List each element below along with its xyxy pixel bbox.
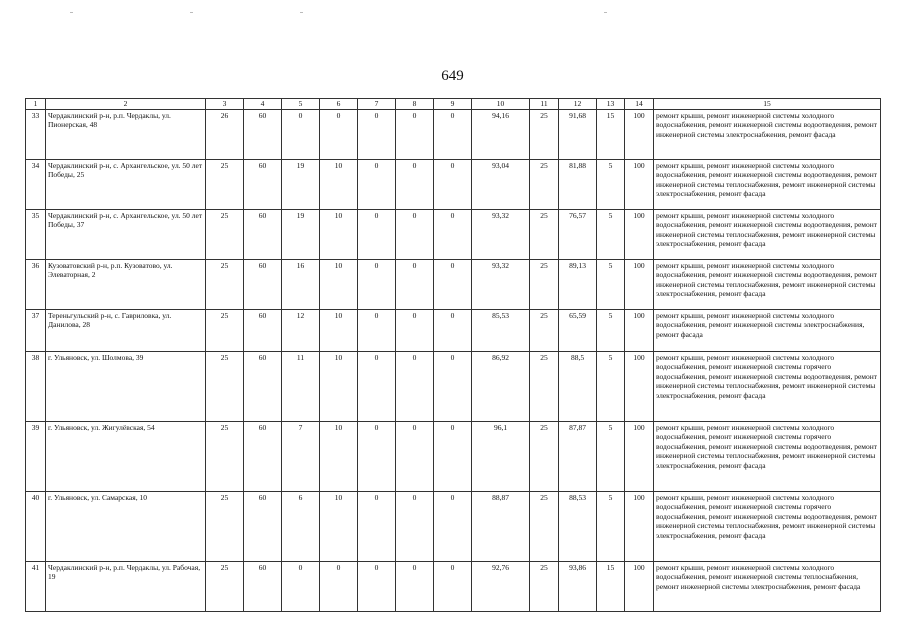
- value-cell: 0: [320, 561, 358, 611]
- works-cell: ремонт крыши, ремонт инженерной системы холодного водоснабжения, ремонт инженерной системы горячего водоснабжения, ремонт инженерной системы водоотведения, ремонт инженерной системы теплоснабжения, ремонт инженерной системы электроснабжения, ремонт фасада: [654, 491, 881, 561]
- value-cell: 0: [434, 209, 472, 259]
- value-cell: 19: [282, 209, 320, 259]
- address-cell: Кузоватовский р-н, р.п. Кузоватово, ул. Элеваторная, 2: [46, 259, 206, 309]
- value-cell: 86,92: [472, 351, 530, 421]
- address-cell: г. Ульяновск, ул. Жигулёвская, 54: [46, 421, 206, 491]
- value-cell: 6: [282, 491, 320, 561]
- value-cell: 0: [434, 259, 472, 309]
- table-row: [26, 351, 881, 421]
- scan-speck: [190, 12, 193, 13]
- value-cell: 0: [434, 159, 472, 209]
- table-row: [26, 309, 881, 351]
- row-number-cell: 38: [26, 351, 46, 421]
- value-cell: 60: [244, 309, 282, 351]
- value-cell: 0: [358, 351, 396, 421]
- value-cell: 81,88: [559, 159, 597, 209]
- value-cell: 25: [530, 491, 559, 561]
- value-cell: 12: [282, 309, 320, 351]
- value-cell: 0: [396, 309, 434, 351]
- value-cell: 88,87: [472, 491, 530, 561]
- row-number-cell: 35: [26, 209, 46, 259]
- column-header: 2: [46, 99, 206, 110]
- value-cell: 100: [625, 109, 654, 159]
- value-cell: 5: [597, 491, 625, 561]
- address-cell: Чердаклинский р-н, р.п. Чердаклы, ул. Рабочая, 19: [46, 561, 206, 611]
- scan-speck: [70, 12, 73, 13]
- value-cell: 0: [358, 159, 396, 209]
- works-cell: ремонт крыши, ремонт инженерной системы холодного водоснабжения, ремонт инженерной системы электроснабжения, ремонт фасада: [654, 309, 881, 351]
- value-cell: 0: [396, 109, 434, 159]
- column-header: 1: [26, 99, 46, 110]
- column-header: 5: [282, 99, 320, 110]
- works-cell: ремонт крыши, ремонт инженерной системы холодного водоснабжения, ремонт инженерной системы водоотведения, ремонт инженерной системы электроснабжения, ремонт фасада: [654, 109, 881, 159]
- value-cell: 60: [244, 351, 282, 421]
- value-cell: 0: [434, 109, 472, 159]
- value-cell: 26: [206, 109, 244, 159]
- value-cell: 7: [282, 421, 320, 491]
- value-cell: 25: [206, 259, 244, 309]
- value-cell: 25: [530, 209, 559, 259]
- row-number-cell: 34: [26, 159, 46, 209]
- value-cell: 100: [625, 309, 654, 351]
- page-number: 649: [441, 68, 464, 84]
- value-cell: 15: [597, 561, 625, 611]
- column-header: 15: [654, 99, 881, 110]
- value-cell: 85,53: [472, 309, 530, 351]
- value-cell: 88,5: [559, 351, 597, 421]
- column-header: 14: [625, 99, 654, 110]
- value-cell: 0: [396, 351, 434, 421]
- scan-speck: [300, 12, 303, 13]
- column-header: 4: [244, 99, 282, 110]
- repair-schedule-table: [25, 98, 881, 612]
- value-cell: 0: [434, 309, 472, 351]
- value-cell: 0: [434, 491, 472, 561]
- value-cell: 11: [282, 351, 320, 421]
- value-cell: 93,32: [472, 209, 530, 259]
- column-header: 3: [206, 99, 244, 110]
- row-number-cell: 33: [26, 109, 46, 159]
- column-header: 7: [358, 99, 396, 110]
- value-cell: 0: [434, 351, 472, 421]
- row-number-cell: 41: [26, 561, 46, 611]
- value-cell: 5: [597, 309, 625, 351]
- value-cell: 100: [625, 209, 654, 259]
- works-cell: ремонт крыши, ремонт инженерной системы холодного водоснабжения, ремонт инженерной системы водоотведения, ремонт инженерной системы теплоснабжения, ремонт инженерной системы электроснабжения, ремонт фасада: [654, 209, 881, 259]
- value-cell: 93,86: [559, 561, 597, 611]
- value-cell: 16: [282, 259, 320, 309]
- address-cell: Чердаклинский р-н, р.п. Чердаклы, ул. Пионерская, 48: [46, 109, 206, 159]
- value-cell: 0: [282, 561, 320, 611]
- value-cell: 0: [358, 209, 396, 259]
- value-cell: 25: [206, 351, 244, 421]
- value-cell: 76,57: [559, 209, 597, 259]
- value-cell: 100: [625, 159, 654, 209]
- value-cell: 92,76: [472, 561, 530, 611]
- address-cell: Чердаклинский р-н, с. Архангельское, ул. 50 лет Победы, 37: [46, 209, 206, 259]
- address-cell: г. Ульяновск, ул. Самарская, 10: [46, 491, 206, 561]
- value-cell: 25: [206, 561, 244, 611]
- value-cell: 0: [358, 561, 396, 611]
- value-cell: 60: [244, 491, 282, 561]
- column-header: 6: [320, 99, 358, 110]
- column-header: 11: [530, 99, 559, 110]
- value-cell: 10: [320, 421, 358, 491]
- value-cell: 10: [320, 209, 358, 259]
- row-number-cell: 37: [26, 309, 46, 351]
- column-header: 10: [472, 99, 530, 110]
- value-cell: 0: [434, 561, 472, 611]
- value-cell: 89,13: [559, 259, 597, 309]
- value-cell: 60: [244, 109, 282, 159]
- table-row: [26, 491, 881, 561]
- value-cell: 93,04: [472, 159, 530, 209]
- value-cell: 60: [244, 561, 282, 611]
- value-cell: 100: [625, 351, 654, 421]
- table-row: [26, 421, 881, 491]
- table-row: [26, 561, 881, 611]
- value-cell: 100: [625, 491, 654, 561]
- column-header: 8: [396, 99, 434, 110]
- value-cell: 10: [320, 309, 358, 351]
- value-cell: 0: [358, 109, 396, 159]
- value-cell: 25: [206, 209, 244, 259]
- value-cell: 91,68: [559, 109, 597, 159]
- value-cell: 100: [625, 421, 654, 491]
- value-cell: 100: [625, 561, 654, 611]
- value-cell: 0: [396, 561, 434, 611]
- value-cell: 60: [244, 259, 282, 309]
- value-cell: 0: [282, 109, 320, 159]
- table-row: [26, 209, 881, 259]
- value-cell: 25: [530, 561, 559, 611]
- value-cell: 25: [206, 309, 244, 351]
- value-cell: 25: [206, 421, 244, 491]
- value-cell: 25: [530, 159, 559, 209]
- value-cell: 88,53: [559, 491, 597, 561]
- value-cell: 10: [320, 491, 358, 561]
- value-cell: 0: [396, 209, 434, 259]
- table-row: [26, 109, 881, 159]
- address-cell: Тереньгульский р-н, с. Гавриловка, ул. Данилова, 28: [46, 309, 206, 351]
- value-cell: 96,1: [472, 421, 530, 491]
- value-cell: 10: [320, 259, 358, 309]
- value-cell: 65,59: [559, 309, 597, 351]
- address-cell: г. Ульяновск, ул. Шолмова, 39: [46, 351, 206, 421]
- value-cell: 60: [244, 421, 282, 491]
- value-cell: 5: [597, 421, 625, 491]
- value-cell: 5: [597, 209, 625, 259]
- value-cell: 25: [530, 109, 559, 159]
- value-cell: 0: [396, 421, 434, 491]
- value-cell: 93,32: [472, 259, 530, 309]
- row-number-cell: 39: [26, 421, 46, 491]
- value-cell: 94,16: [472, 109, 530, 159]
- table-row: [26, 159, 881, 209]
- value-cell: 0: [396, 159, 434, 209]
- value-cell: 60: [244, 159, 282, 209]
- value-cell: 0: [396, 259, 434, 309]
- works-cell: ремонт крыши, ремонт инженерной системы холодного водоснабжения, ремонт инженерной системы горячего водоснабжения, ремонт инженерной системы водоотведения, ремонт инженерной системы теплоснабжения, ремонт инженерной системы электроснабжения, ремонт фасада: [654, 351, 881, 421]
- column-header: 9: [434, 99, 472, 110]
- column-header: 13: [597, 99, 625, 110]
- value-cell: 0: [358, 491, 396, 561]
- value-cell: 25: [206, 491, 244, 561]
- header-row: [26, 99, 881, 110]
- value-cell: 0: [434, 421, 472, 491]
- works-cell: ремонт крыши, ремонт инженерной системы холодного водоснабжения, ремонт инженерной системы водоотведения, ремонт инженерной системы теплоснабжения, ремонт инженерной системы электроснабжения, ремонт фасада: [654, 259, 881, 309]
- value-cell: 87,87: [559, 421, 597, 491]
- works-cell: ремонт крыши, ремонт инженерной системы холодного водоснабжения, ремонт инженерной системы водоотведения, ремонт инженерной системы теплоснабжения, ремонт инженерной системы электроснабжения, ремонт фасада: [654, 159, 881, 209]
- value-cell: 25: [206, 159, 244, 209]
- address-cell: Чердаклинский р-н, с. Архангельское, ул. 50 лет Победы, 25: [46, 159, 206, 209]
- value-cell: 25: [530, 309, 559, 351]
- value-cell: 0: [396, 491, 434, 561]
- works-cell: ремонт крыши, ремонт инженерной системы холодного водоснабжения, ремонт инженерной системы теплоснабжения, ремонт инженерной системы электроснабжения, ремонт фасада: [654, 561, 881, 611]
- column-header: 12: [559, 99, 597, 110]
- value-cell: 15: [597, 109, 625, 159]
- value-cell: 5: [597, 351, 625, 421]
- value-cell: 0: [358, 421, 396, 491]
- value-cell: 25: [530, 421, 559, 491]
- value-cell: 19: [282, 159, 320, 209]
- value-cell: 0: [358, 259, 396, 309]
- value-cell: 25: [530, 351, 559, 421]
- row-number-cell: 40: [26, 491, 46, 561]
- row-number-cell: 36: [26, 259, 46, 309]
- value-cell: 5: [597, 159, 625, 209]
- value-cell: 5: [597, 259, 625, 309]
- value-cell: 0: [358, 309, 396, 351]
- value-cell: 25: [530, 259, 559, 309]
- scan-speck: [604, 12, 607, 13]
- works-cell: ремонт крыши, ремонт инженерной системы холодного водоснабжения, ремонт инженерной системы горячего водоснабжения, ремонт инженерной системы водоотведения, ремонт инженерной системы теплоснабжения, ремонт инженерной системы электроснабжения, ремонт фасада: [654, 421, 881, 491]
- value-cell: 100: [625, 259, 654, 309]
- value-cell: 10: [320, 159, 358, 209]
- value-cell: 60: [244, 209, 282, 259]
- table-row: [26, 259, 881, 309]
- value-cell: 0: [320, 109, 358, 159]
- value-cell: 10: [320, 351, 358, 421]
